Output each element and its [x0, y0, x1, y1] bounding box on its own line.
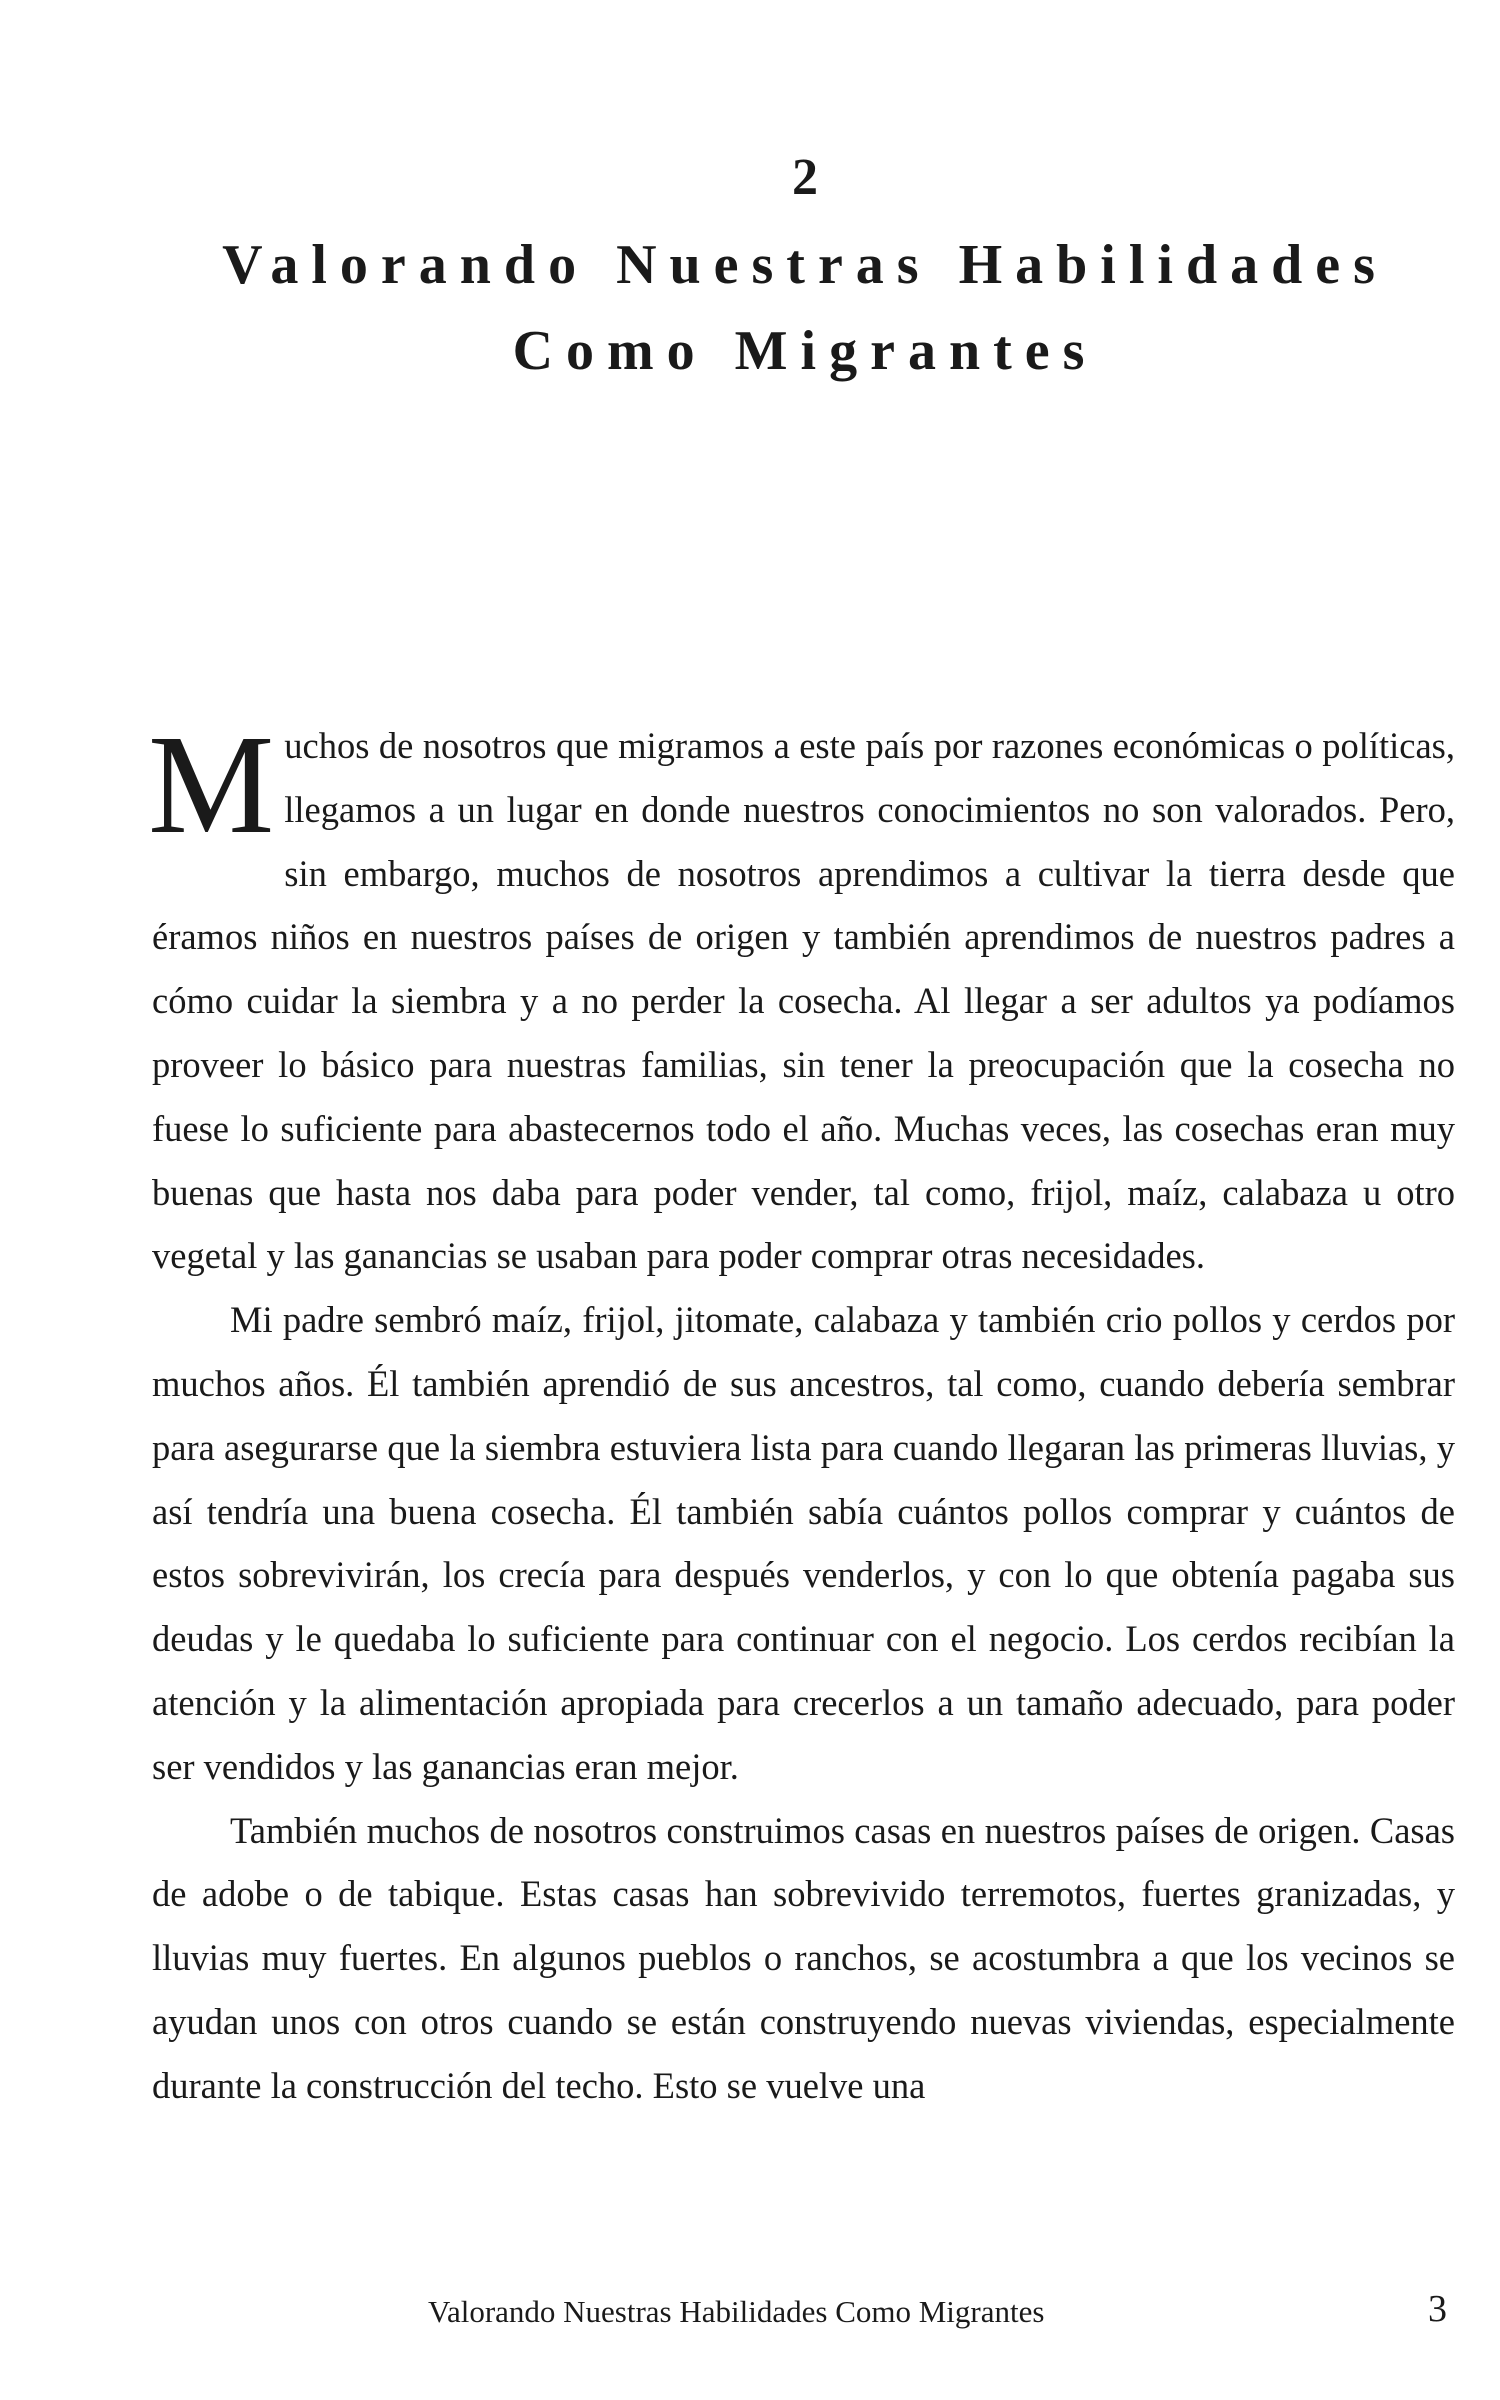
chapter-title-line-2: Como Migrantes	[512, 320, 1098, 382]
chapter-body	[148, 705, 1455, 2118]
paragraph-1	[148, 705, 1455, 1288]
page-number: 3	[1428, 2288, 1447, 2330]
paragraph-3: También muchos de nosotros construimos casas en nuestros países de origen. Casas de adobe o de tabique. Estas casas han sobrevivido terremotos, fuertes granizadas, y lluvias muy fuertes. En algunos pueblos o ranchos, se acostumbra a que los vecinos se ayudan unos con otros cuando se están construyendo nuevas viviendas, especialmente durante la construcción del techo. Esto se vuelve una	[152, 1809, 1455, 2106]
chapter-title-line-1: Valorando Nuestras Habilidades	[222, 234, 1388, 296]
running-footer-title: Valorando Nuestras Habilidades Como Migrantes	[428, 2294, 1045, 2329]
paragraph-2: Mi padre sembró maíz, frijol, jitomate, calabaza y también crio pollos y cerdos por muchos años. Él también aprendió de sus ancestros, tal como, cuando debería sembrar para asegurarse que la siembra estuviera lista para cuando llegaran las primeras lluvias, y así tendría una buena cosecha. Él también sabía cuántos pollos comprar y cuántos de estos sobrevivirán, los crecía para después venderlos, y con lo que obtenía pagaba sus deudas y le quedaba lo suficiente para continuar con el negocio. Los cerdos recibían la atención y la alimentación apropiada para crecerlos a un tamaño adecuado, para poder ser vendidos y las ganancias eran mejor.	[152, 1299, 1455, 1787]
chapter-title	[150, 222, 1460, 394]
chapter-number: 2	[792, 149, 818, 206]
paragraph-1-text: uchos de nosotros que migramos a este país por razones económicas o políticas, llegamos a un lugar en donde nuestros conocimientos no son valorados. Pero, sin embargo, muchos de nosotros aprendimos a cultivar la tierra desde que éramos niños en nuestros países de origen y también aprendimos de nuestros padres a cómo cuidar la siembra y a no perder la cosecha. Al llegar a ser adultos ya podíamos proveer lo básico para nuestras familias, sin tener la preocupación que la cosecha no fuese lo suficiente para abastecernos todo el año. Muchas veces, las cosechas eran muy buenas que hasta nos daba para poder vender, tal como, frijol, maíz, calabaza u otro vegetal y las ganancias se usaban para poder comprar otras necesidades.	[152, 725, 1455, 1277]
drop-cap: M	[148, 705, 275, 863]
